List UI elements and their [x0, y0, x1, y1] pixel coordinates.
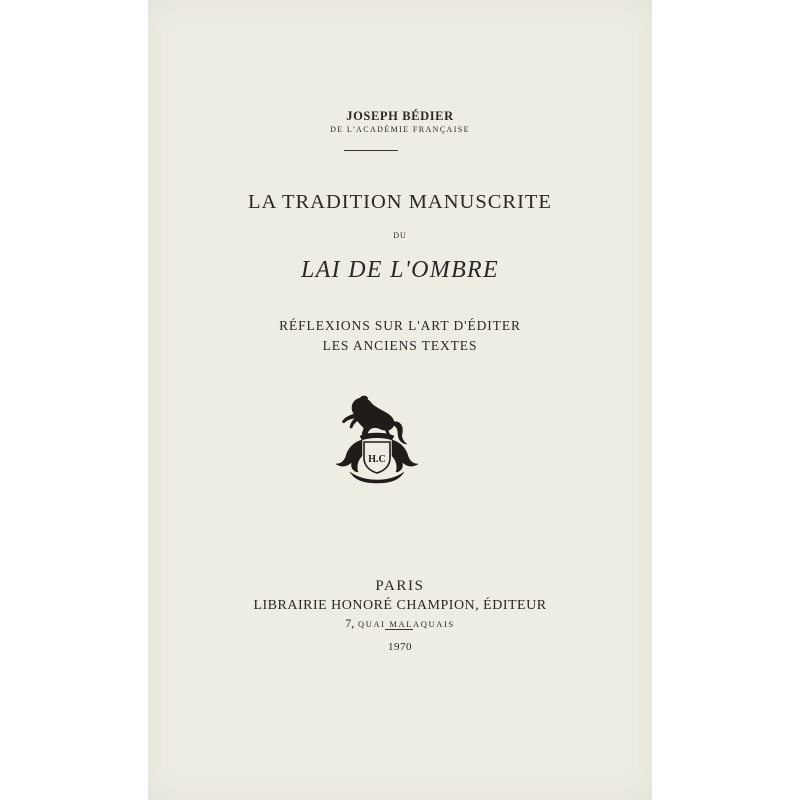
- rearing-horse-crest-icon: [332, 392, 422, 484]
- publication-year: 1970: [388, 641, 412, 653]
- address-street: QUAI MALAQUAIS: [357, 619, 455, 629]
- imprint-city: PARIS: [375, 578, 425, 594]
- title-connector: DU: [393, 231, 407, 240]
- author-name: JOSEPH BÉDIER: [346, 109, 454, 123]
- subtitle-line-1: RÉFLEXIONS SUR L'ART D'ÉDITER: [279, 318, 521, 333]
- work-title: LAI DE L'OMBRE: [301, 257, 499, 283]
- author-affiliation: DE L'ACADÉMIE FRANÇAISE: [330, 125, 470, 134]
- bottom-divider: [385, 629, 413, 630]
- printer-initials: H.C: [368, 454, 386, 465]
- address-number: 7,: [345, 616, 355, 630]
- subtitle-line-2: LES ANCIENS TEXTES: [322, 338, 478, 353]
- book-title: LA TRADITION MANUSCRITE: [248, 191, 552, 213]
- imprint-publisher: LIBRAIRIE HONORÉ CHAMPION, ÉDITEUR: [253, 598, 547, 613]
- title-page: [148, 0, 652, 800]
- top-divider: [344, 150, 398, 151]
